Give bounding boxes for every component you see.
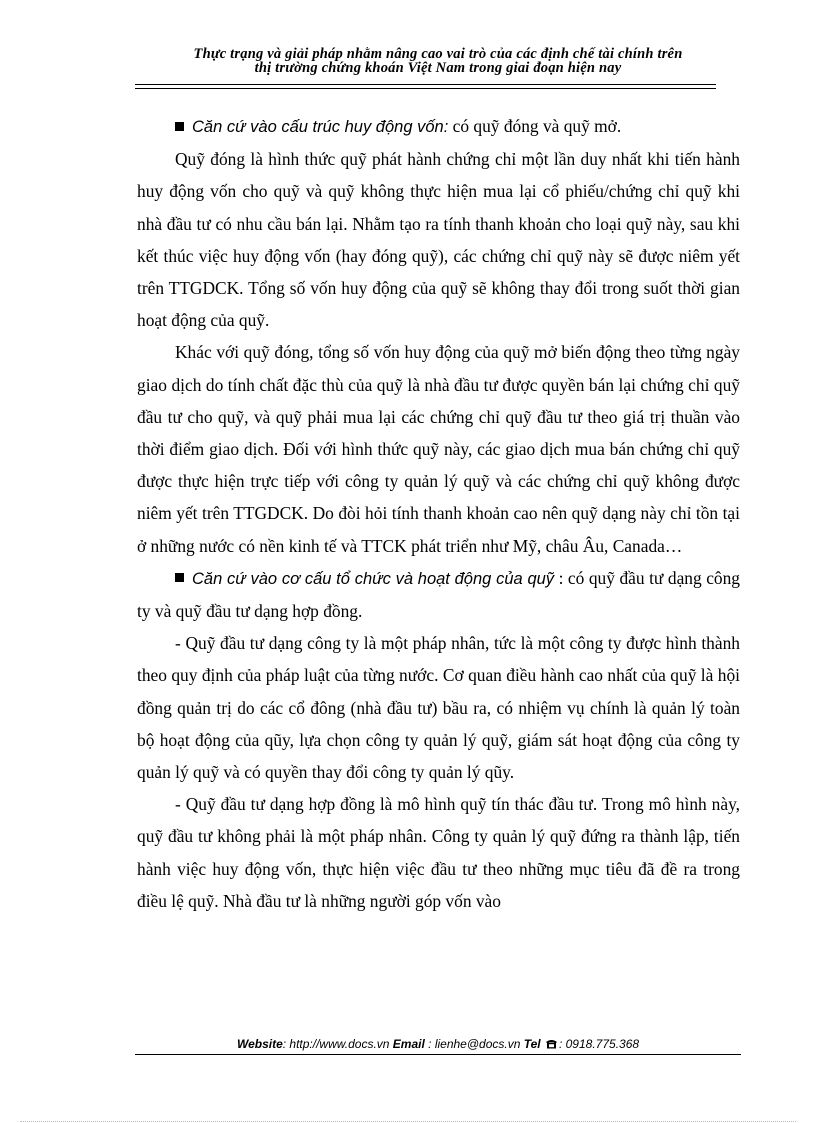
bullet-text: có quỹ đóng và quỹ mở. [448,116,622,136]
square-bullet-icon [175,122,184,131]
footer-rule [135,1054,741,1055]
body-text [137,110,740,917]
bullet-paragraph-2 [137,562,740,627]
bullet-paragraph-1 [137,110,740,143]
page-header [135,47,741,75]
footer-email-link[interactable]: : lienhe@docs.vn [424,1037,524,1051]
footer-tel-label: Tel [523,1037,541,1051]
bullet-text: : có quỹ đầu tư dạng công ty và quỹ đầu tư dạng hợp đồng. [137,567,740,622]
header-title-line1: Thực trạng và giải pháp nhằm nâng cao vai trò của các định chế tài chính trên [193,46,683,62]
footer-website-label: Website [236,1037,283,1051]
footer-website-link[interactable]: : http://www.docs.vn [282,1037,393,1051]
bullet-heading: Căn cứ vào cơ cấu tổ chức và hoạt động của quỹ [192,569,555,588]
square-bullet-icon [175,573,184,582]
footer-tel-value: : 0918.775.368 [558,1037,640,1051]
paragraph: - Quỹ đầu tư dạng hợp đồng là mô hình quỹ tín thác đầu tư. Trong mô hình này, quỹ đầu tư không phải là một pháp nhân. Công ty quản lý quỹ đứng ra thành lập, tiến hành việc huy động vốn, thực hiện việc đầu tư theo những mục tiêu đã đề ra trong điều lệ quỹ. Nhà đầu tư là những người góp vốn vào [137,794,740,911]
paragraph: Khác với quỹ đóng, tổng số vốn huy động của quỹ mở biến động theo từng ngày giao dịch do tính chất đặc thù của quỹ là nhà đầu tư được quyền bán lại chứng chỉ quỹ đầu tư cho quỹ, và quỹ phải mua lại các chứng chỉ quỹ đầu tư theo giá trị thuần vào thời điểm giao dịch. Đối với hình thức quỹ này, các giao dịch mua bán chứng chỉ quỹ được thực hiện trực tiếp với công ty quản lý quỹ và các chứng chỉ quỹ không được niêm yết trên TTGDCK. Do đòi hỏi tính thanh khoản cao nên quỹ dạng này chỉ tồn tại ở những nước có nền kinh tế và TTCK phát triển như Mỹ, châu Âu, Canada… [137,342,740,556]
header-rule-double [135,88,716,89]
bullet-heading: Căn cứ vào cấu trúc huy động vốn: [192,118,449,136]
paragraph: Quỹ đóng là hình thức quỹ phát hành chứng chỉ một lần duy nhất khi tiến hành huy động vốn cho quỹ và quỹ không thực hiện mua lại cổ phiếu/chứng chỉ quỹ khi nhà đầu tư có nhu cầu bán lại. Nhằm tạo ra tính thanh khoản cho loại quỹ này, sau khi kết thúc việc huy động vốn (hay đóng quỹ), các chứng chỉ quỹ này sẽ được niêm yết trên TTGDCK. Tổng số vốn huy động của quỹ sẽ không thay đổi trong suốt thời gian hoạt động của quỹ. [137,149,740,331]
paragraph: - Quỹ đầu tư dạng công ty là một pháp nhân, tức là một công ty được hình thành theo quy định của pháp luật của từng nước. Cơ quan điều hành cao nhất của quỹ là hội đồng quản trị do các cổ đông (nhà đầu tư) bầu ra, có nhiệm vụ chính là quản lý toàn bộ hoạt động của qũy, lựa chọn công ty quản lý quỹ, giám sát hoạt động của công ty quản lý quỹ và có quyền thay đổi công ty quản lý qũy. [137,633,740,783]
header-title-line2: thị trường chứng khoán Việt Nam trong giai đoạn hiện nay [254,60,622,76]
page-footer [135,1037,741,1051]
page-bottom-border [20,1121,796,1122]
footer-email-label: Email [392,1037,425,1051]
header-rule [135,84,716,85]
phone-icon [546,1039,557,1049]
